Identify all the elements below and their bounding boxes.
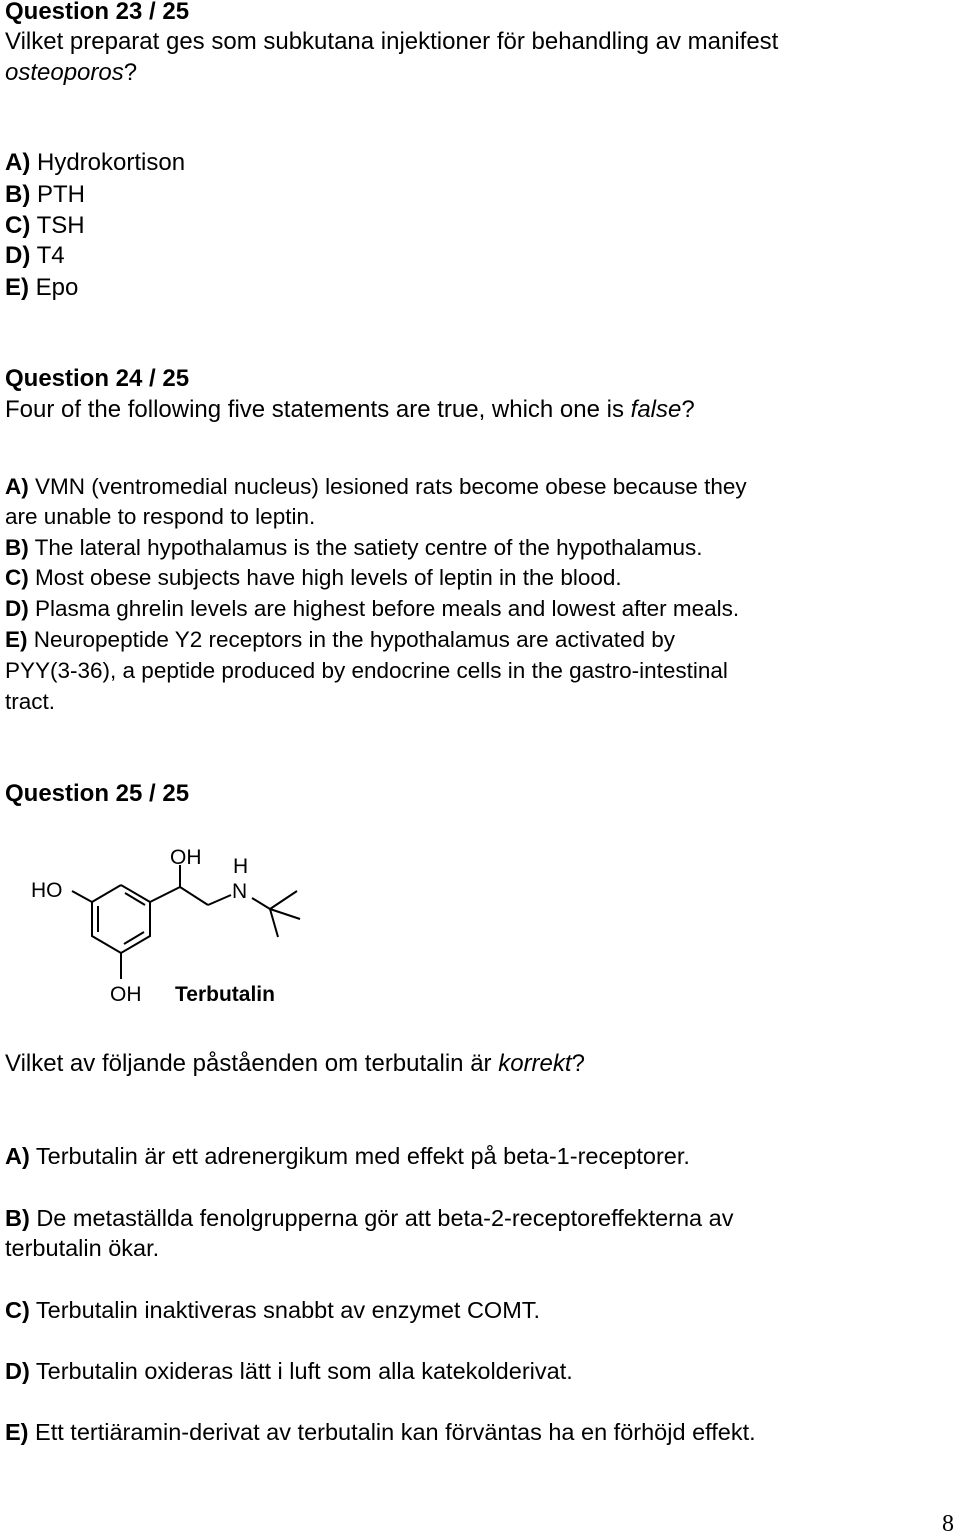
q25-option-b-line1: B) De metaställda fenolgrupperna gör att beta-2-receptoreffekterna av [5,1205,734,1231]
tbutyl-bond-3 [270,909,278,937]
q25-heading: Question 25 / 25 [5,780,190,807]
terbutalin-structure-figure [20,835,320,1015]
n-bond [252,898,270,909]
q23-option-d: D) T4 [5,242,65,269]
oh-top-label: OH [170,846,202,869]
q23-question-line2: osteoporos? [5,59,138,86]
q25-option-b-line2: terbutalin ökar. [5,1235,160,1261]
q23-option-a: A) Hydrokortison [5,149,186,176]
ring-double-bond-1 [125,893,145,905]
tbutyl-bond-1 [270,891,297,909]
ho-label: HO [31,879,63,902]
q24-option-e-line1: E) Neuropeptide Y2 receptors in the hypothalamus are activated by [5,627,675,652]
q24-option-e-line2: PYY(3-36), a peptide produced by endocrine cells in the gastro-intestinal [5,658,728,683]
q23-question-line1: Vilket preparat ges som subkutana injektioner för behandling av manifest [5,28,779,55]
chain-bond-2 [180,887,208,905]
q24-option-e-line3: tract. [5,689,56,714]
tbutyl-bond-2 [270,909,300,919]
chain-bond-1 [150,887,180,902]
q24-question: Four of the following five statements are true, which one is false? [5,396,695,423]
q24-option-a-line1: A) VMN (ventromedial nucleus) lesioned rats become obese because they [5,474,747,499]
q23-heading: Question 23 / 25 [5,0,190,25]
q24-option-a-line2: are unable to respond to leptin. [5,504,316,529]
benzene-ring [92,885,150,953]
h-label: H [233,855,249,878]
page-number: 8 [942,1511,954,1537]
n-label: N [232,880,248,903]
oh-bottom-label: OH [110,983,142,1006]
q25-option-e: E) Ett tertiäramin-derivat av terbutalin kan förväntas ha en förhöjd effekt. [5,1419,756,1445]
terbutalin-bonds [72,865,300,979]
q23-option-e: E) Epo [5,274,79,301]
q25-option-c: C) Terbutalin inaktiveras snabbt av enzymet COMT. [5,1297,541,1323]
q24-option-b: B) The lateral hypothalamus is the satiety centre of the hypothalamus. [5,535,703,560]
q25-option-d: D) Terbutalin oxideras lätt i luft som alla katekolderivat. [5,1358,573,1384]
q23-option-b: B) PTH [5,181,85,208]
q23-option-c: C) TSH [5,212,85,239]
terbutalin-caption: Terbutalin [175,983,275,1006]
q23-italic-term: osteoporos [5,59,124,86]
q24-heading: Question 24 / 25 [5,365,190,392]
ho-bond [72,891,92,902]
q25-option-a: A) Terbutalin är ett adrenergikum med effekt på beta-1-receptorer. [5,1143,690,1169]
q25-question: Vilket av följande påståenden om terbutalin är korrekt? [5,1050,585,1077]
q24-option-d: D) Plasma ghrelin levels are highest before meals and lowest after meals. [5,596,740,621]
q24-option-c: C) Most obese subjects have high levels of leptin in the blood. [5,565,622,590]
chain-bond-3 [208,895,231,905]
